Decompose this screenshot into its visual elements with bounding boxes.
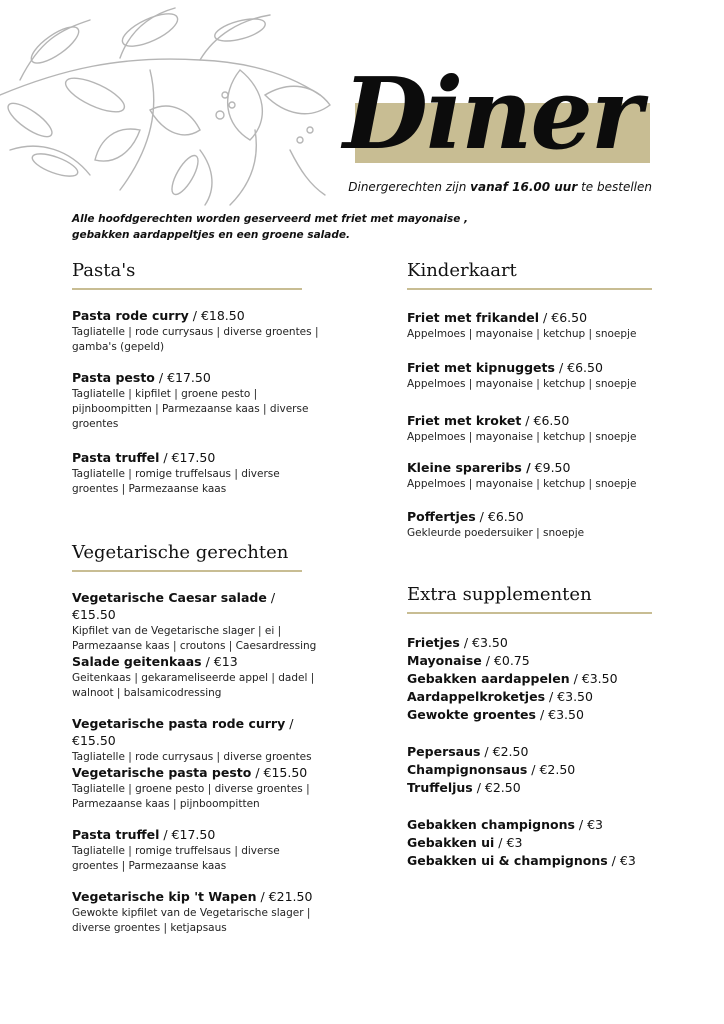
item-name: Pasta rode curry [72, 308, 189, 323]
menu-item [72, 715, 322, 765]
item-description: Kipfilet van de Vegetarische slager | ei | Parmezaanse kaas | croutons | Caesardressing [72, 625, 317, 652]
supplement-price: / €2.50 [480, 744, 529, 759]
item-price: / €17.50 [159, 450, 216, 465]
menu-item [407, 459, 667, 492]
supplement-name: Mayonaise [407, 653, 482, 668]
subtitle-time: vanaf 16.00 uur [470, 180, 578, 194]
item-name: Vegetarische pasta pesto [72, 765, 252, 780]
supplement-item [407, 743, 528, 761]
item-price: / €15.50 [251, 765, 308, 780]
menu-item [407, 359, 667, 392]
menu-item [407, 508, 667, 541]
item-price: / €15.50 [72, 590, 276, 622]
item-price: / €13 [201, 654, 238, 669]
section-rule [72, 570, 302, 572]
supplement-price: / €0.75 [481, 653, 530, 668]
supplement-item [407, 816, 603, 834]
item-name: Pasta truffel [72, 827, 160, 842]
menu-item [72, 449, 322, 497]
item-name: Vegetarische pasta rode curry [72, 716, 286, 731]
item-name: Pasta pesto [72, 370, 155, 385]
supplement-name: Gebakken ui & champignons [407, 853, 608, 868]
item-price: / €6.50 [475, 509, 524, 524]
menu-item [72, 307, 322, 355]
item-description: Tagliatelle | romige truffelsaus | diverse groentes | Parmezaanse kaas [72, 468, 280, 495]
supplement-item [407, 670, 618, 688]
subtitle-post: te bestellen [577, 180, 652, 194]
item-description: Appelmoes | mayonaise | ketchup | snoepje [407, 378, 637, 390]
subtitle [348, 180, 652, 194]
supplement-item [407, 761, 575, 779]
floral-illustration-icon [0, 0, 340, 210]
supplement-name: Champignonsaus [407, 762, 528, 777]
item-price: / €15.50 [72, 716, 294, 748]
section-title-extras: Extra supplementen [407, 584, 592, 605]
supplement-price: / €3 [494, 835, 523, 850]
section-title-pasta: Pasta's [72, 260, 136, 281]
subtitle-pre: Dinergerechten zijn [348, 180, 471, 194]
item-price: / €17.50 [159, 827, 216, 842]
item-name: Friet met kipnuggets [407, 360, 555, 375]
section-title-kids: Kinderkaart [407, 260, 517, 281]
supplement-name: Aardappelkroketjes [407, 689, 546, 704]
menu-item [72, 764, 322, 812]
supplement-item [407, 852, 636, 870]
notice-text: Alle hoofdgerechten worden geserveerd met friet met mayonaise , gebakken aardappeltjes en een groene salade. [72, 213, 469, 241]
item-name: Friet met kroket [407, 413, 522, 428]
section-rule [72, 288, 302, 290]
supplement-price: / €3.50 [569, 671, 618, 686]
item-description: Tagliatelle | romige truffelsaus | diverse groentes | Parmezaanse kaas [72, 845, 280, 872]
item-price: / €6.50 [554, 360, 603, 375]
item-price: / €6.50 [521, 413, 570, 428]
supplement-price: / €3.50 [545, 689, 593, 704]
item-description: Tagliatelle | rode currysaus | diverse groentes | gamba's (gepeld) [72, 326, 319, 353]
item-price: €9.50 [530, 460, 571, 475]
item-price: / €21.50 [256, 889, 313, 904]
supplement-name: Truffeljus [407, 780, 473, 795]
menu-item [72, 653, 322, 701]
page-title: Diner [343, 57, 641, 172]
section-rule [407, 612, 652, 614]
item-name: Friet met frikandel [407, 310, 540, 325]
item-name: Salade geitenkaas [72, 654, 202, 669]
item-name: Kleine spareribs / [407, 460, 531, 475]
item-description: Gewokte kipfilet van de Vegetarische slager | diverse groentes | ketjapsaus [72, 907, 311, 934]
supplement-name: Frietjes [407, 635, 460, 650]
item-description: Geitenkaas | gekarameliseerde appel | dadel | walnoot | balsamicodressing [72, 672, 315, 699]
item-description: Appelmoes | mayonaise | ketchup | snoepje [407, 431, 637, 443]
item-description: Tagliatelle | kipfilet | groene pesto | pijnboompitten | Parmezaanse kaas | diverse groentes [72, 388, 309, 430]
item-name: Vegetarische Caesar salade [72, 590, 267, 605]
supplement-item [407, 706, 584, 724]
supplement-item [407, 779, 521, 797]
supplement-item [407, 834, 522, 852]
item-description: Tagliatelle | groene pesto | diverse groentes | Parmezaanse kaas | pijnboompitten [72, 783, 310, 810]
supplement-name: Pepersaus [407, 744, 481, 759]
item-name: Vegetarische kip 't Wapen [72, 889, 257, 904]
supplement-price: / €3.50 [535, 707, 584, 722]
supplement-price: / €3.50 [459, 635, 508, 650]
supplement-name: Gebakken aardappelen [407, 671, 570, 686]
item-price: / €17.50 [154, 370, 211, 385]
supplement-item [407, 688, 593, 706]
item-name: Poffertjes [407, 509, 476, 524]
supplement-name: Gebakken ui [407, 835, 495, 850]
supplement-price: / €2.50 [472, 780, 521, 795]
supplement-price: / €3 [574, 817, 603, 832]
section-rule [407, 288, 652, 290]
menu-item [72, 589, 322, 654]
menu-item [72, 369, 322, 432]
item-description: Tagliatelle | rode currysaus | diverse groentes [72, 751, 312, 763]
item-description: Appelmoes | mayonaise | ketchup | snoepje [407, 328, 637, 340]
supplement-name: Gebakken champignons [407, 817, 575, 832]
menu-item [72, 826, 322, 874]
item-description: Gekleurde poedersuiker | snoepje [407, 527, 585, 539]
supplement-item [407, 652, 530, 670]
supplement-name: Gewokte groentes [407, 707, 536, 722]
item-price: / €6.50 [539, 310, 588, 325]
supplement-price: / €2.50 [527, 762, 576, 777]
menu-item [407, 412, 667, 445]
section-title-vega: Vegetarische gerechten [72, 542, 289, 563]
item-name: Pasta truffel [72, 450, 160, 465]
supplement-price: / €3 [607, 853, 636, 868]
menu-item [72, 888, 322, 936]
item-price: / €18.50 [188, 308, 245, 323]
menu-item [407, 309, 667, 342]
item-description: Appelmoes | mayonaise | ketchup | snoepje [407, 478, 637, 490]
supplement-item [407, 634, 508, 652]
